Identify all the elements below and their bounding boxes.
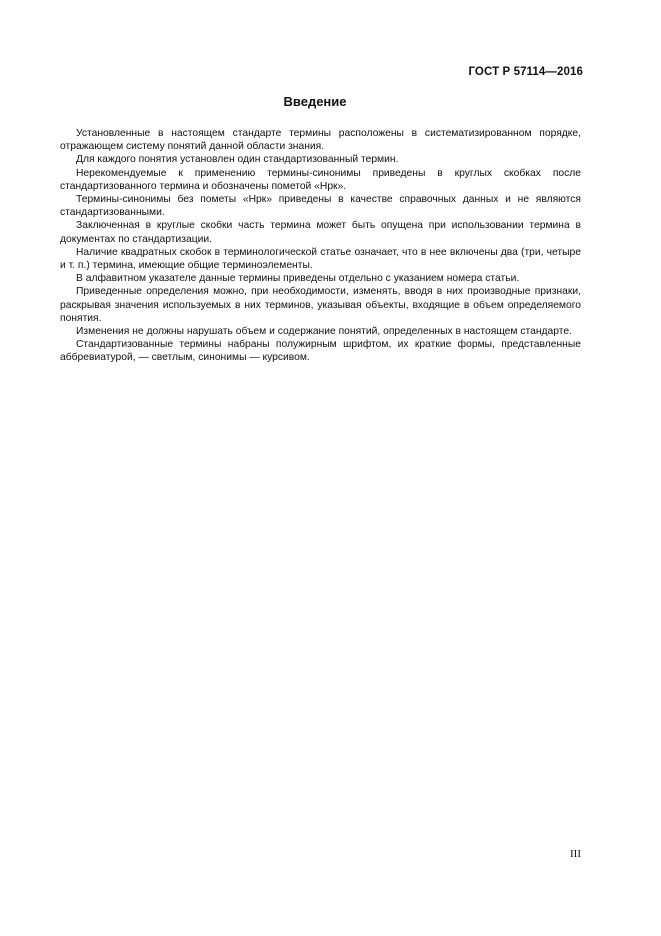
- paragraph: Приведенные определения можно, при необходимости, изменять, вводя в них производные признаки, раскрывая значения используемых в них терминов, указывая объекты, входящие в объем определяемого понятия.: [60, 286, 581, 324]
- paragraph: Для каждого понятия установлен один стандартизованный термин.: [76, 154, 399, 166]
- page-number: III: [570, 848, 581, 860]
- paragraph: Установленные в настоящем стандарте термины расположены в систематизированном порядке, отражающем систему понятий данной области знания.: [60, 128, 581, 153]
- document-code: ГОСТ Р 57114—2016: [468, 66, 583, 78]
- paragraph: Нерекомендуемые к применению термины-синонимы приведены в круглых скобках после стандартизованного термина и обозначены пометой «Нрк».: [60, 167, 581, 192]
- body-text: [60, 127, 581, 365]
- paragraph: Стандартизованные термины набраны полужирным шрифтом, их краткие формы, представленные аббревиатурой, — светлым, синонимы — курсивом.: [60, 339, 581, 364]
- paragraph: Наличие квадратных скобок в терминологической статье означает, что в нее включены два (три, четыре и т. п.) термина, имеющие общие терминоэлементы.: [60, 246, 581, 272]
- paragraph: Заключенная в круглые скобки часть термина может быть опущена при использовании термина в документах по стандартизации.: [60, 220, 581, 245]
- paragraph: Термины-синонимы без пометы «Нрк» приведены в качестве справочных данных и не являются стандартизованными.: [60, 194, 581, 219]
- paragraph: Изменения не должны нарушать объем и содержание понятий, определенных в настоящем стандарте.: [76, 326, 572, 338]
- section-title: Введение: [283, 94, 347, 109]
- paragraph: В алфавитном указателе данные термины приведены отдельно с указанием номера статьи.: [76, 273, 520, 285]
